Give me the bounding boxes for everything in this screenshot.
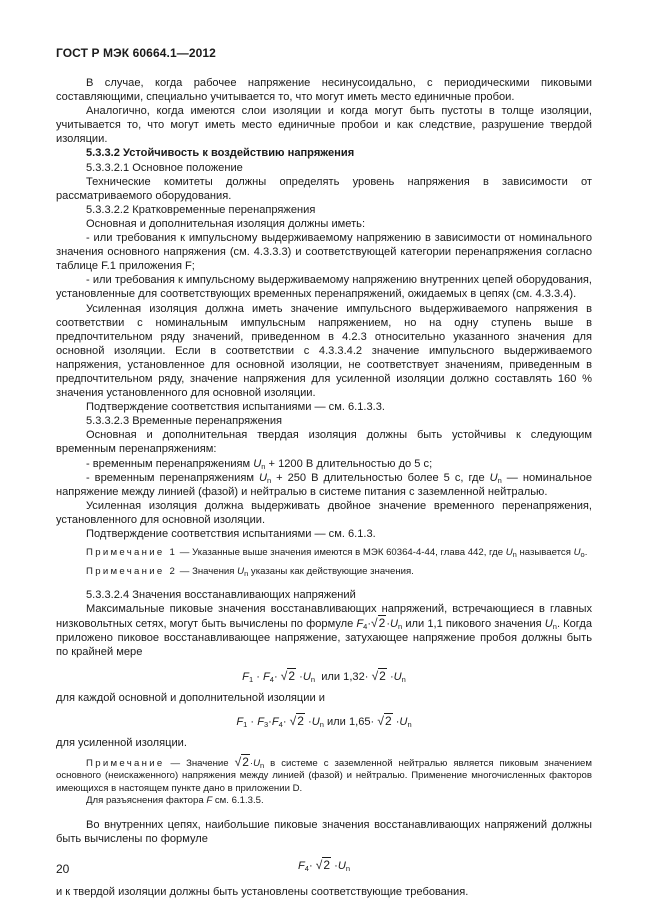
section-heading: 5.3.3.2 Устойчивость к воздействию напряжения — [86, 147, 355, 160]
paragraph: В случае, когда рабочее напряжение несинусоидально, с периодическими пиковыми составляющими, специально учитывается то, что могут иметь место единичные пробои. — [56, 77, 592, 104]
formula-1: $F_1 \cdot F_4\cdot √2 \cdot U_n$ или $1,32\cdot √2 \cdot U_n$ — [242, 668, 406, 684]
subsection-heading: 5.3.3.2.2 Кратковременные перенапряжения — [86, 203, 316, 216]
list-item: - или требования к импульсному выдерживаемому напряжению в зависимости от номинального значения основного напряжения (см. 4.3.3.3) и соответствующей категории перенапряжения согласно таблице F.1 приложения F; — [56, 232, 592, 273]
subsection-heading: 5.3.3.2.4 Значения восстанавливающих напряжений — [86, 589, 356, 602]
paragraph: Основная и дополнительная изоляция должны иметь: — [86, 217, 366, 230]
subsection-heading: 5.3.3.2.3 Временные перенапряжения — [86, 415, 283, 428]
formula-3: $F_4\cdot √2 \cdot U_n$ — [297, 858, 350, 874]
list-item: - или требования к импульсному выдерживаемому напряжению внутренних цепей оборудования, установленные для соответствующих временных перенапряжений, ожидаемых в цепях (см. 4.3.3.4). — [56, 274, 592, 301]
page-number: 20 — [56, 862, 70, 876]
paragraph: Подтверждение соответствия испытаниями — см. 6.1.3. — [86, 528, 376, 540]
note-2: Примечание 2 — Значения $U_n$ указаны как действующие значения. — [86, 565, 414, 578]
subsection-heading: 5.3.3.2.1 Основное положение — [86, 161, 243, 174]
running-header: ГОСТ Р МЭК 60664.1—2012 — [56, 46, 216, 60]
paragraph: Основная и дополнительная твердая изоляция должны быть устойчивы к следующим временным перенапряжениям: — [56, 429, 592, 456]
paragraph: Технические комитеты должны определять уровень напряжения в зависимости от рассматриваемого оборудования. — [56, 175, 592, 202]
paragraph: Усиленная изоляция должна выдерживать двойное значение временного перенапряжения, установленного для основной изоляции. — [56, 499, 592, 526]
paragraph: Во внутренних цепях, наибольшие пиковые значения восстанавливающих напряжений должны быть вычислены по формуле — [56, 818, 592, 846]
note-3: Примечание — Значение $√2\cdot U_n$ в системе с заземленной нейтралью является пиковым значением основного (неискаженного) напряжения между линией (фазой) и нейтралью. Применение многочисленных факторов имеющихся в настоящем пункте дано в приложении D. — [56, 754, 592, 794]
paragraph: и к твердой изоляции должны быть установлены соответствующие требования. — [56, 886, 469, 899]
sqrt-2: √2 — [371, 616, 386, 631]
paragraph: Усиленная изоляция должна иметь значение импульсного выдерживаемого напряжения в соответствии с номинальным импульсным напряжением, но на одну ступень выше в предпочтительном ряду значений, приведенном в 4.2.3 относительно указанного значения для основной изоляции. Если в соответствии с 4.3.3.4.2 значение импульсного выдерживаемого напряжения, установленное для основной изоляции, не соответствует значениям, приведенным в предпочтительном ряду, значение напряжения для усиленной изоляции должно составлять 160 % значения установленного для основной изоляции. — [56, 302, 592, 400]
note-text: Для разъяснения фактора F см. 6.1.3.5. — [86, 795, 264, 807]
list-item: - временным перенапряжениям $U_n + 1200$ В длительностью до 5 с; — [86, 457, 433, 471]
list-item: - временным перенапряжениям $U_n + 250$ В длительностью более 5 с, где $U_n$ — номинальное напряжение между линией (фазой) и нейтралью в системе питания с заземленной нейтралью. — [56, 471, 593, 498]
formula-2: $F_1 \cdot F_3\cdot F_4\cdot √2 \cdot U_n$ или $1,65\cdot √2 \cdot U_n$ — [236, 713, 412, 729]
paragraph: для каждой основной и дополнительной изоляции и — [56, 691, 325, 704]
document-body — [56, 76, 592, 899]
paragraph: для усиленной изоляции. — [56, 736, 187, 749]
paragraph: Аналогично, когда имеются слои изоляции и когда могут быть пустоты в толще изоляции, учитывается то, что могут иметь место единичные пробои и как следствие, разрушение твердой изоляции. — [56, 105, 592, 146]
paragraph: Подтверждение соответствия испытаниями — см. 6.1.3.3. — [86, 401, 385, 414]
note-1: Примечание 1 — Указанные выше значения имеются в МЭК 60364-4-44, глава 442, где $U_n$ называется $U_o$. — [86, 547, 588, 560]
paragraph: Максимальные пиковые значения восстанавливающих напряжений, встречающиеся в главных низковольтных сетях, могут быть вычислены по формуле $F_4\cdot√2\cdot U_n$ или 1,1 пикового значения $U_n$. Когда приложено пиковое восстанавливающее напряжение, затухающее напряжение пробоя должны быть по крайней мере — [56, 603, 592, 659]
